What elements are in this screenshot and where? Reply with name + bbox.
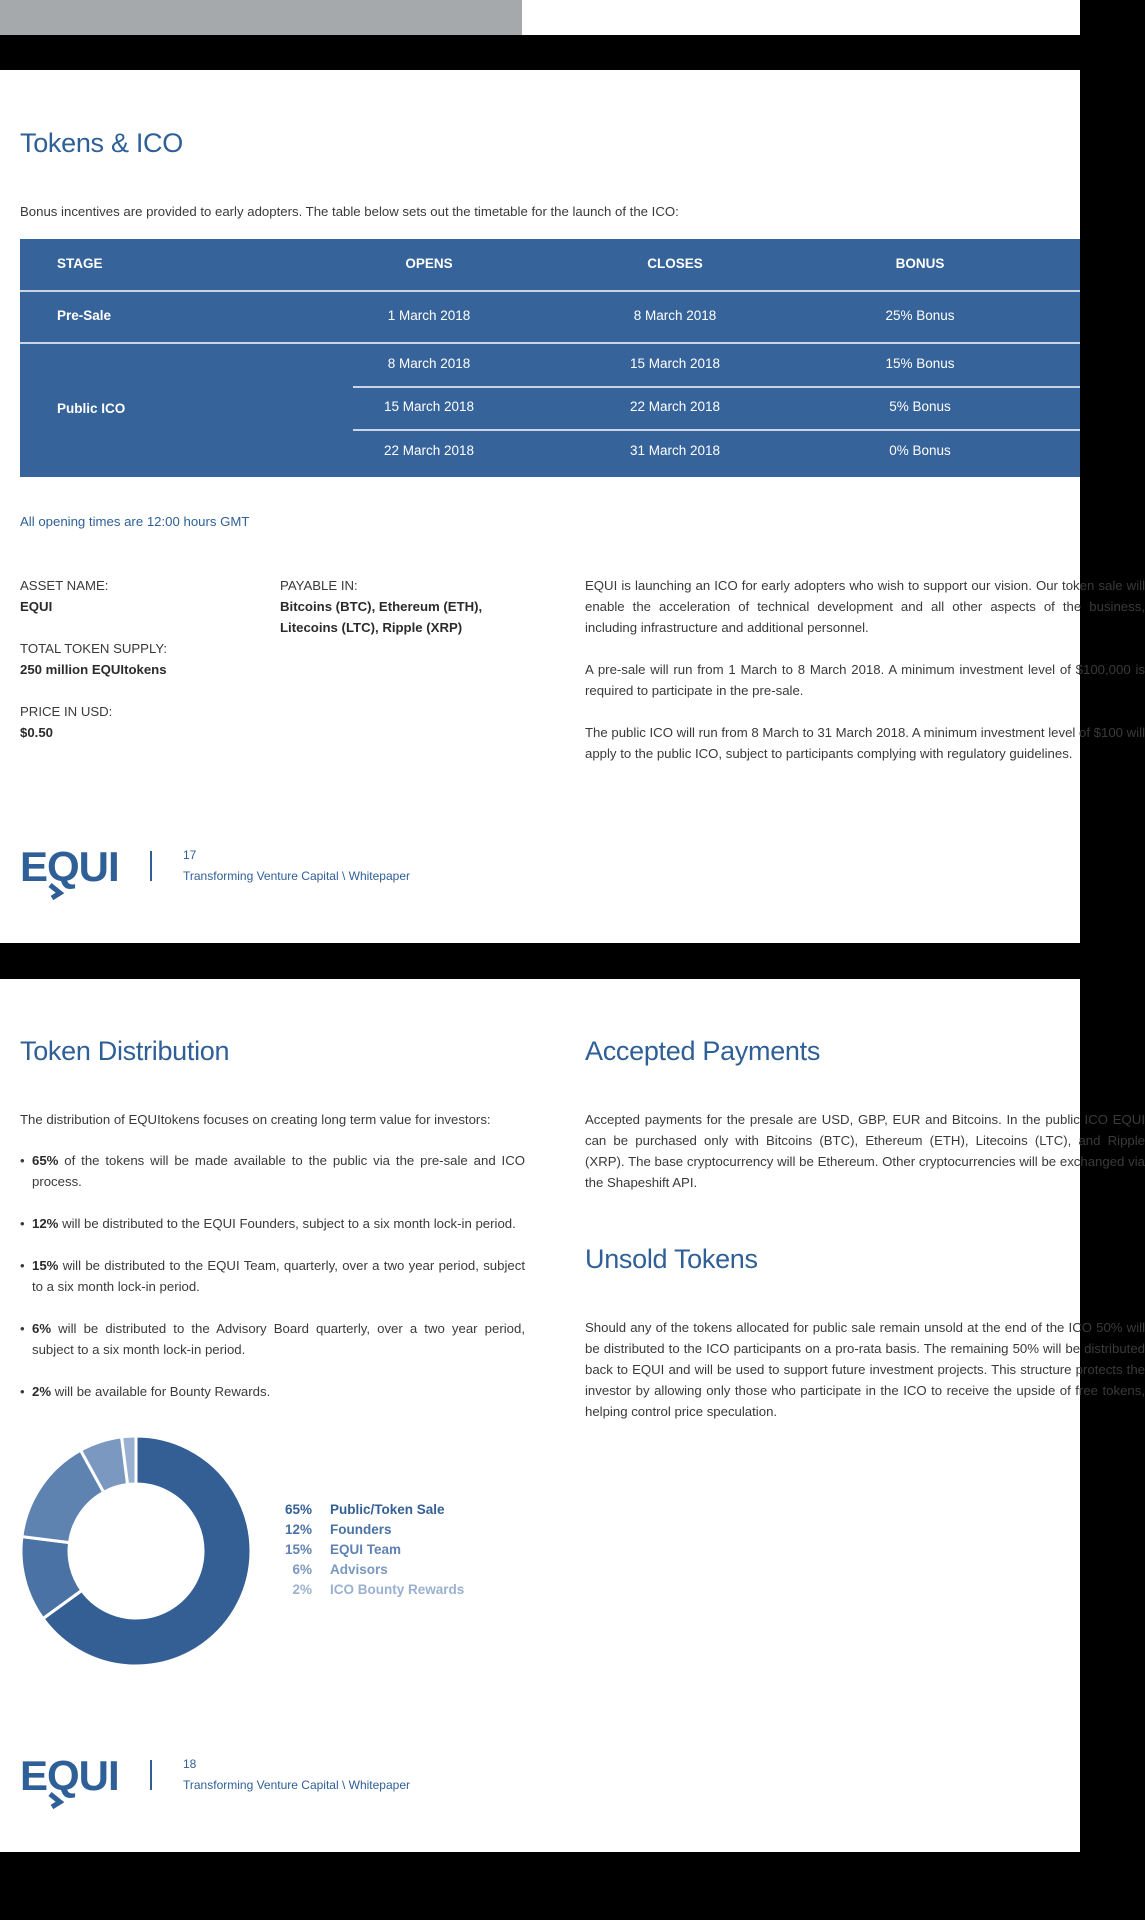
header-opens: OPENS — [405, 256, 453, 271]
legend-label: Advisors — [330, 1562, 388, 1577]
public-row1-opens: 8 March 2018 — [387, 356, 471, 371]
stage-public-ico: Public ICO — [57, 401, 126, 416]
accepted-payments-text: Accepted payments for the presale are USD, GBP, EUR and Bitcoins. In the public ICO EQUI can be purchased only with Bitcoins (BTC), Ethereum (ETH), Litecoins (LTC), and Ripple (XRP). The base cryptocurrency will be Ethereum. Other cryptocurrencies will be exchanged via the Shapeshift API. — [585, 1112, 1145, 1190]
legend-item — [280, 1540, 464, 1560]
presale-closes: 8 March 2018 — [633, 308, 717, 323]
supply-label: TOTAL TOKEN SUPPLY: — [20, 641, 168, 656]
page-number: 18 — [183, 1757, 197, 1771]
legend-item — [280, 1560, 464, 1580]
legend-item — [280, 1580, 464, 1600]
payable-label: PAYABLE IN: — [280, 578, 358, 593]
asset-name-label: ASSET NAME: — [20, 578, 109, 593]
ico-para-3: The public ICO will run from 8 March to 31 March 2018. A minimum investment level of $100 will apply to the public ICO, subject to participants complying with regulatory guidelines. — [585, 725, 1145, 761]
supply-value: 250 million EQUItokens — [20, 662, 167, 677]
list-item: • 15% will be distributed to the EQUI Team, quarterly, over a two year period, subject to a six month lock-in period. — [20, 1255, 525, 1297]
legend-pct: 65% — [284, 1502, 312, 1517]
list-item: • 6% will be distributed to the Advisory Board quarterly, over a two year period, subject to a six month lock-in period. — [20, 1318, 525, 1360]
legend-label: EQUI Team — [330, 1542, 402, 1557]
token-distribution-title: Token Distribution — [20, 1036, 230, 1066]
page-18 — [0, 979, 1145, 1852]
table-divider — [353, 386, 1080, 388]
logo-text: EQUI — [20, 843, 119, 890]
ico-para-1: EQUI is launching an ICO for early adopters who wish to support our vision. Our token sale will enable the acceleration of technical development and all other aspects of the business, including infrastructure and additional personnel. — [585, 578, 1145, 635]
public-row2-bonus: 5% Bonus — [889, 399, 951, 414]
opening-times-note: All opening times are 12:00 hours GMT — [20, 514, 250, 529]
presale-opens: 1 March 2018 — [387, 308, 471, 323]
list-item: • 2% will be available for Bounty Rewards. — [20, 1381, 525, 1402]
price-value: $0.50 — [20, 725, 54, 740]
legend-pct: 6% — [292, 1562, 312, 1577]
payable-value-line2: Litecoins (LTC), Ripple (XRP) — [280, 620, 463, 635]
unsold-tokens-text-wrap — [585, 1317, 1145, 1422]
footer-text: Transforming Venture Capital \ Whitepaper — [183, 869, 410, 883]
legend-item — [280, 1520, 464, 1540]
legend-item — [280, 1500, 464, 1520]
footer-separator — [150, 1760, 152, 1790]
public-row1-closes: 15 March 2018 — [629, 356, 721, 371]
list-item: • 65% of the tokens will be made available to the public via the pre-sale and ICO process. — [20, 1150, 525, 1192]
list-item: • 12% will be distributed to the EQUI Founders, subject to a six month lock-in period. — [20, 1213, 525, 1234]
price-label: PRICE IN USD: — [20, 704, 113, 719]
header-stage: STAGE — [57, 256, 103, 271]
page-number: 17 — [183, 848, 197, 862]
unsold-tokens-text: Should any of the tokens allocated for public sale remain unsold at the end of the ICO 50% will be distributed to the ICO participants on a pro-rata basis. The remaining 50% will be distributed back to EQUI and will be used to support future investment projects. This structure protects the investor by allowing only those who participate in the ICO to receive the upside of free tokens, helping control price speculation. — [585, 1320, 1145, 1419]
accepted-payments-title: Accepted Payments — [585, 1036, 821, 1066]
table-divider — [20, 342, 1080, 344]
payable-value-line1: Bitcoins (BTC), Ethereum (ETH), — [280, 599, 483, 614]
ico-description — [585, 575, 1145, 764]
ico-timetable-table — [20, 239, 1080, 477]
distribution-list — [20, 1150, 525, 1423]
stage-presale: Pre-Sale — [57, 308, 112, 323]
top-strip — [0, 0, 1080, 35]
public-row2-opens: 15 March 2018 — [383, 399, 475, 414]
public-row1-bonus: 15% Bonus — [885, 356, 955, 371]
equi-logo — [20, 843, 120, 906]
header-closes: CLOSES — [647, 256, 703, 271]
legend-label: ICO Bounty Rewards — [330, 1582, 465, 1597]
public-row3-opens: 22 March 2018 — [383, 443, 475, 458]
legend-label: Founders — [330, 1522, 392, 1537]
logo-text: EQUI — [20, 1752, 119, 1799]
legend-pct: 2% — [292, 1582, 312, 1597]
presale-bonus: 25% Bonus — [885, 308, 955, 323]
footer-text: Transforming Venture Capital \ Whitepaper — [183, 1778, 410, 1792]
table-divider — [20, 290, 1080, 292]
page-title: Tokens & ICO — [20, 128, 183, 158]
equi-logo — [20, 1752, 120, 1815]
top-strip-gray — [0, 0, 522, 35]
distribution-intro: The distribution of EQUItokens focuses on creating long term value for investors: — [20, 1112, 491, 1127]
table-divider — [353, 429, 1080, 431]
public-row3-bonus: 0% Bonus — [889, 443, 951, 458]
asset-name-value: EQUI — [20, 599, 53, 614]
legend-pct: 15% — [284, 1542, 312, 1557]
ico-para-2: A pre-sale will run from 1 March to 8 March 2018. A minimum investment level of $100,000 is required to participate in the pre-sale. — [585, 662, 1145, 698]
legend-pct: 12% — [284, 1522, 312, 1537]
accepted-payments-text-wrap — [585, 1109, 1145, 1193]
footer-separator — [150, 851, 152, 881]
distribution-donut-chart — [20, 1435, 252, 1667]
public-row2-closes: 22 March 2018 — [629, 399, 721, 414]
page-17 — [0, 70, 1145, 943]
public-row3-closes: 31 March 2018 — [629, 443, 721, 458]
legend-label: Public/Token Sale — [330, 1502, 445, 1517]
chart-legend — [280, 1500, 464, 1600]
unsold-tokens-title: Unsold Tokens — [585, 1244, 758, 1274]
intro-text: Bonus incentives are provided to early adopters. The table below sets out the timetable for the launch of the ICO: — [20, 204, 679, 219]
header-bonus: BONUS — [895, 256, 945, 271]
